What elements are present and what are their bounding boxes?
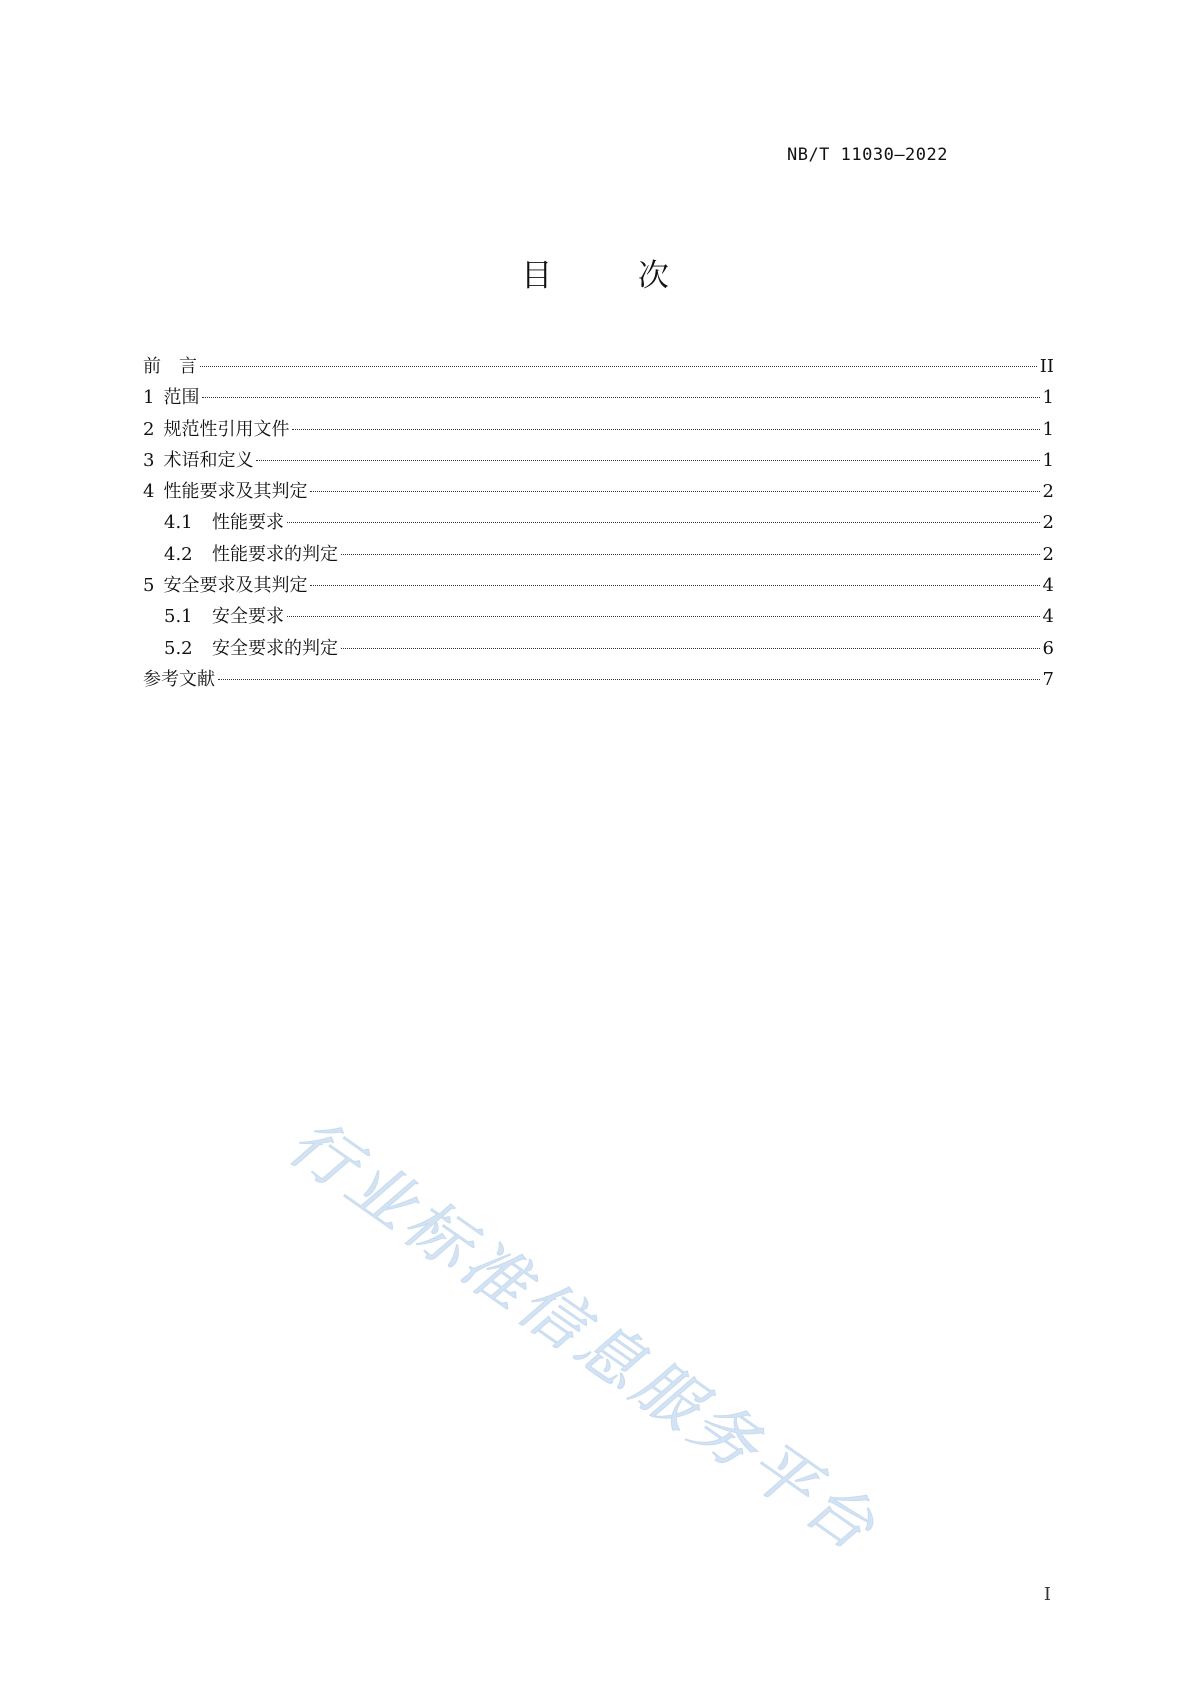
toc-entry-page: 1: [1042, 418, 1054, 440]
toc-entry-label: 安全要求及其判定: [163, 575, 308, 597]
toc-entry-label: 安全要求的判定: [212, 637, 338, 659]
toc-entry-number: 3: [143, 449, 155, 471]
toc-leader-dots: [287, 522, 1040, 523]
toc-entry-label: 术语和定义: [163, 449, 254, 471]
toc-leader-dots: [200, 366, 1037, 367]
toc-entry-number: 4.2: [164, 543, 193, 565]
toc-leader-dots: [310, 491, 1039, 492]
table-of-contents: [143, 351, 1054, 695]
toc-leader-dots: [341, 648, 1040, 649]
toc-entry-label: 规范性引用文件: [163, 418, 290, 440]
toc-entry-label: 性能要求的判定: [212, 543, 338, 565]
toc-entry-page: 6: [1042, 637, 1054, 659]
toc-entry-label: 性能要求及其判定: [163, 481, 308, 503]
toc-entry[interactable]: [143, 445, 1054, 476]
toc-entry-page: 2: [1042, 512, 1054, 534]
toc-entry-page: 2: [1042, 543, 1054, 565]
toc-entry[interactable]: [143, 351, 1054, 382]
toc-entry-number: 4.1: [164, 512, 193, 534]
toc-entry[interactable]: [143, 570, 1054, 601]
toc-entry-number: 1: [143, 387, 155, 409]
toc-entry-page: 7: [1042, 668, 1054, 690]
toc-entry-page: 1: [1042, 449, 1054, 471]
toc-leader-dots: [256, 460, 1039, 461]
page-title: 目 次: [521, 258, 707, 294]
toc-leader-dots: [341, 554, 1040, 555]
toc-leader-dots: [202, 397, 1039, 398]
toc-entry-number: 4: [143, 481, 155, 503]
toc-entry-label: 范围: [163, 387, 200, 409]
toc-entry[interactable]: [143, 476, 1054, 507]
toc-entry-page: 1: [1042, 387, 1054, 409]
toc-entry[interactable]: [143, 414, 1054, 445]
toc-entry[interactable]: [143, 382, 1054, 413]
toc-leader-dots: [218, 679, 1040, 680]
toc-leader-dots: [310, 585, 1039, 586]
toc-entry[interactable]: [143, 507, 1054, 538]
toc-entry-label: 安全要求: [212, 606, 284, 628]
toc-entry[interactable]: [143, 664, 1054, 695]
toc-leader-dots: [287, 616, 1040, 617]
toc-entry-label: 性能要求: [212, 512, 284, 534]
toc-leader-dots: [292, 429, 1039, 430]
toc-entry-number: 2: [143, 418, 155, 440]
toc-entry[interactable]: [143, 633, 1054, 664]
toc-entry-page: 2: [1042, 481, 1054, 503]
standard-code: NB/T 11030—2022: [786, 145, 948, 165]
toc-entry-label: 参考文献: [143, 668, 215, 690]
toc-entry[interactable]: [143, 601, 1054, 632]
toc-entry-number: 5.2: [164, 637, 193, 659]
toc-entry[interactable]: [143, 539, 1054, 570]
toc-entry-page: II: [1039, 356, 1054, 377]
toc-entry-label: 前 言: [143, 356, 197, 377]
page-number: I: [1043, 1584, 1051, 1605]
toc-entry-number: 5.1: [164, 606, 193, 628]
toc-entry-page: 4: [1042, 575, 1054, 597]
toc-entry-number: 5: [143, 575, 155, 597]
watermark: 行业标准信息服务平台: [275, 1105, 892, 1568]
toc-entry-page: 4: [1042, 606, 1054, 628]
